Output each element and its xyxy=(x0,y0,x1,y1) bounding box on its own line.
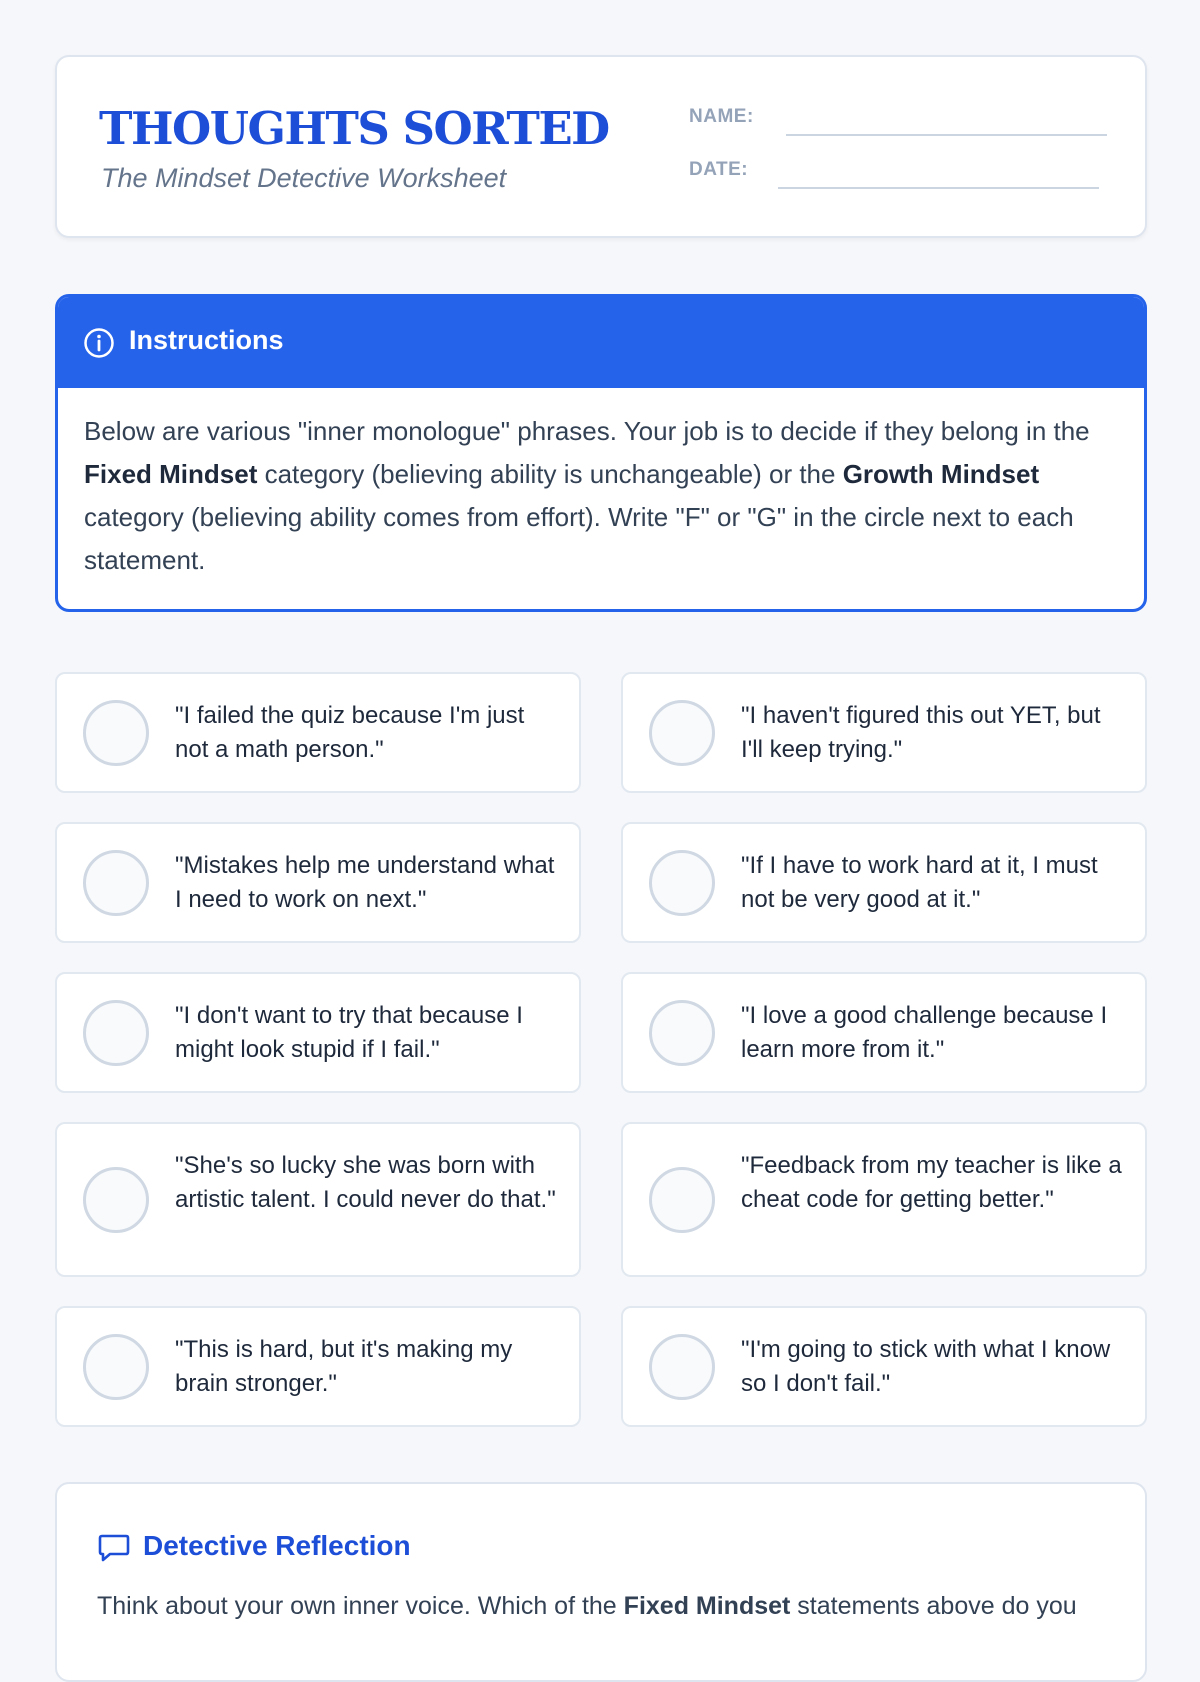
statement-text: "She's so lucky she was born with artistic talent. I could never do that." xyxy=(175,1152,556,1213)
statement-text: "I love a good challenge because I learn more from it." xyxy=(741,1002,1108,1063)
statement-card xyxy=(621,822,1147,943)
statement-text: "Feedback from my teacher is like a cheat code for getting better." xyxy=(741,1152,1122,1213)
answer-circle[interactable] xyxy=(649,1334,715,1400)
chat-bubble-icon xyxy=(97,1530,131,1564)
statement-card xyxy=(55,1306,581,1427)
statement-card xyxy=(55,1122,581,1277)
info-circle-icon xyxy=(83,327,115,359)
worksheet-subtitle: The Mindset Detective Worksheet xyxy=(101,163,507,193)
statement-card xyxy=(621,1122,1147,1277)
name-field[interactable] xyxy=(786,134,1107,136)
statement-text: "Mistakes help me understand what I need to work on next." xyxy=(175,852,555,913)
worksheet-title: THOUGHTS SORTED xyxy=(99,102,609,155)
answer-circle[interactable] xyxy=(649,700,715,766)
growth-mindset-term: Growth Mindset xyxy=(842,459,1040,489)
reflection-prompt: Think about your own inner voice. Which of the Fixed Mindset statements above do you xyxy=(97,1592,1077,1620)
instructions-text: Below are various "inner monologue" phrases. Your job is to decide if they belong in the Fixed Mindset category (believing ability is unchangeable) or the Growth Mindset category (believing ability comes from effort). Write "F" or "G" in the circle next to each statement. xyxy=(84,416,1090,575)
reflection-title: Detective Reflection xyxy=(143,1530,411,1561)
statement-text: "I failed the quiz because I'm just not a math person." xyxy=(175,702,525,763)
date-field[interactable] xyxy=(778,187,1099,189)
answer-circle[interactable] xyxy=(649,1167,715,1233)
answer-circle[interactable] xyxy=(649,850,715,916)
statement-card xyxy=(621,972,1147,1093)
statement-text: "This is hard, but it's making my brain stronger." xyxy=(175,1336,513,1397)
instructions-title: Instructions xyxy=(129,325,284,355)
statement-card xyxy=(55,822,581,943)
reflection-card xyxy=(55,1482,1147,1682)
statement-text: "If I have to work hard at it, I must not be very good at it." xyxy=(741,852,1098,913)
statement-card xyxy=(621,1306,1147,1427)
statement-text: "I haven't figured this out YET, but I'll keep trying." xyxy=(741,702,1101,763)
statement-card xyxy=(55,972,581,1093)
answer-circle[interactable] xyxy=(83,1334,149,1400)
answer-circle[interactable] xyxy=(83,850,149,916)
instructions-header xyxy=(58,297,1144,388)
instructions-panel xyxy=(55,294,1147,612)
header-card xyxy=(55,55,1147,238)
answer-circle[interactable] xyxy=(83,1000,149,1066)
statement-text: "I'm going to stick with what I know so I don't fail." xyxy=(741,1336,1111,1397)
fixed-mindset-term: Fixed Mindset xyxy=(84,459,258,489)
statement-text: "I don't want to try that because I might look stupid if I fail." xyxy=(175,1002,523,1063)
answer-circle[interactable] xyxy=(649,1000,715,1066)
statement-card xyxy=(55,672,581,793)
answer-circle[interactable] xyxy=(83,700,149,766)
name-label: NAME: xyxy=(689,106,754,127)
answer-circle[interactable] xyxy=(83,1167,149,1233)
statement-card xyxy=(621,672,1147,793)
date-label: DATE: xyxy=(689,159,749,180)
